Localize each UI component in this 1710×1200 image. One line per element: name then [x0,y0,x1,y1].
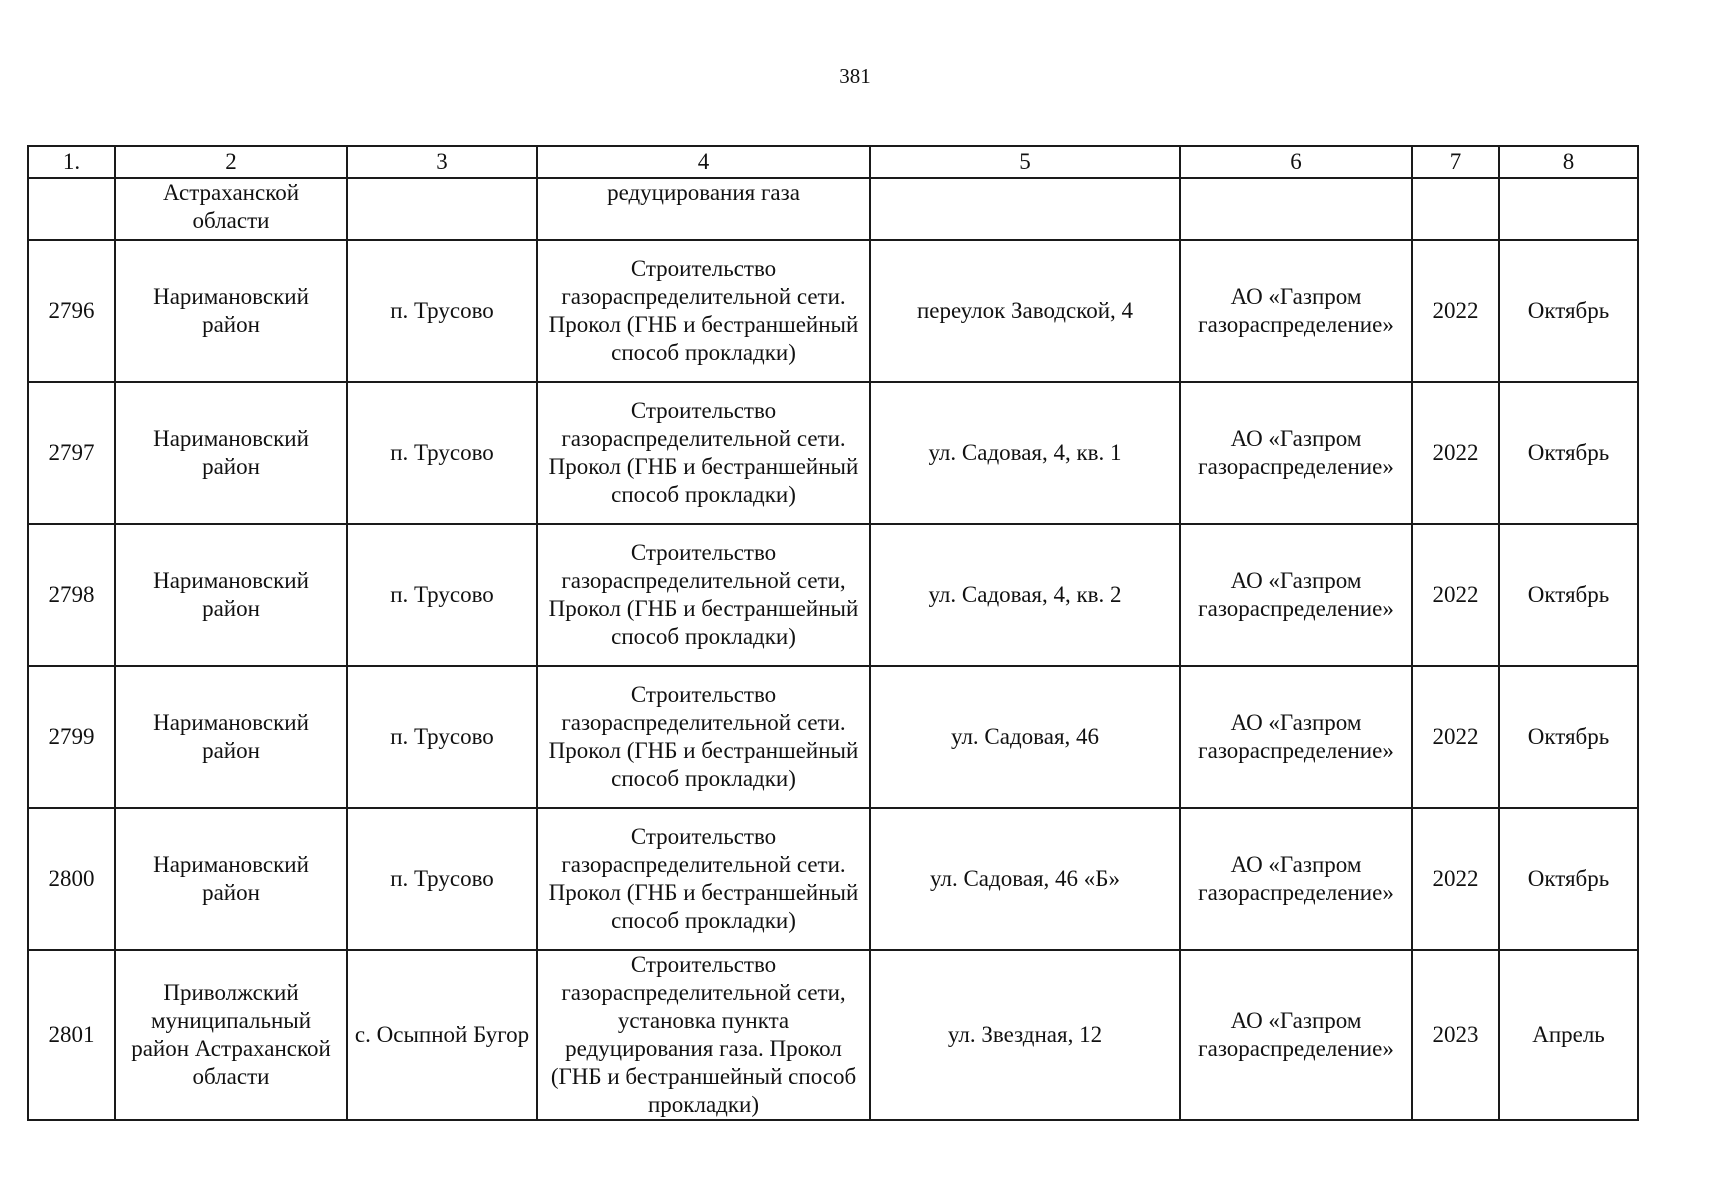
cell-settlement: п. Трусово [347,382,537,524]
header-col-4: 4 [537,146,870,178]
cell-year [1412,178,1499,240]
header-col-5: 5 [870,146,1180,178]
cell-org: АО «Газпром газораспределение» [1180,666,1412,808]
cell-num: 2796 [28,240,115,382]
header-col-2: 2 [115,146,347,178]
table-row [28,524,1638,666]
cell-address: ул. Садовая, 4, кв. 1 [870,382,1180,524]
cell-settlement [347,178,537,240]
cell-district: Наримановский район [115,524,347,666]
cell-work: Строительство газораспределительной сети. Прокол (ГНБ и бестраншейный способ прокладки) [537,808,870,950]
cell-address: ул. Звездная, 12 [870,950,1180,1120]
header-col-8: 8 [1499,146,1638,178]
cell-num: 2801 [28,950,115,1120]
page-number: 381 [839,64,871,88]
document-table [27,145,1639,1121]
cell-year: 2023 [1412,950,1499,1120]
cell-month: Апрель [1499,950,1638,1120]
cell-org: АО «Газпром газораспределение» [1180,808,1412,950]
table-row [28,808,1638,950]
cell-num [28,178,115,240]
cell-district: Приволжский муниципальный район Астраханской области [115,950,347,1120]
cell-org: АО «Газпром газораспределение» [1180,382,1412,524]
cell-work: Строительство газораспределительной сети. Прокол (ГНБ и бестраншейный способ прокладки) [537,382,870,524]
cell-year: 2022 [1412,666,1499,808]
cell-work: Строительство газораспределительной сети. Прокол (ГНБ и бестраншейный способ прокладки) [537,240,870,382]
table-row [28,240,1638,382]
table-row [28,382,1638,524]
cell-district: Наримановский район [115,808,347,950]
cell-month: Октябрь [1499,240,1638,382]
table-row [28,950,1638,1120]
cell-settlement: п. Трусово [347,240,537,382]
cell-month: Октябрь [1499,666,1638,808]
cell-month: Октябрь [1499,382,1638,524]
header-col-7: 7 [1412,146,1499,178]
table-row [28,666,1638,808]
header-col-1: 1. [28,146,115,178]
cell-district: Наримановский район [115,382,347,524]
cell-org: АО «Газпром газораспределение» [1180,950,1412,1120]
cell-settlement: с. Осыпной Бугор [347,950,537,1120]
cell-num: 2798 [28,524,115,666]
cell-work: редуцирования газа [537,178,870,240]
cell-org: АО «Газпром газораспределение» [1180,240,1412,382]
header-col-3: 3 [347,146,537,178]
cell-year: 2022 [1412,240,1499,382]
cell-work: Строительство газораспределительной сети, Прокол (ГНБ и бестраншейный способ прокладки) [537,524,870,666]
cell-month [1499,178,1638,240]
cell-num: 2800 [28,808,115,950]
cell-year: 2022 [1412,524,1499,666]
cell-year: 2022 [1412,808,1499,950]
cell-work: Строительство газораспределительной сети, установка пункта редуцирования газа. Прокол (ГНБ и бестраншейный способ прокладки) [537,950,870,1120]
cell-address: ул. Садовая, 4, кв. 2 [870,524,1180,666]
cell-settlement: п. Трусово [347,666,537,808]
cell-address [870,178,1180,240]
cell-num: 2799 [28,666,115,808]
cell-district: Наримановский район [115,240,347,382]
cell-address: ул. Садовая, 46 [870,666,1180,808]
cell-org [1180,178,1412,240]
cell-work: Строительство газораспределительной сети. Прокол (ГНБ и бестраншейный способ прокладки) [537,666,870,808]
continuation-row [28,178,1638,240]
cell-num: 2797 [28,382,115,524]
cell-month: Октябрь [1499,808,1638,950]
cell-org: АО «Газпром газораспределение» [1180,524,1412,666]
cell-year: 2022 [1412,382,1499,524]
cell-settlement: п. Трусово [347,524,537,666]
header-col-6: 6 [1180,146,1412,178]
cell-district: Астраханской области [115,178,347,240]
cell-address: переулок Заводской, 4 [870,240,1180,382]
cell-district: Наримановский район [115,666,347,808]
header-row [28,146,1638,178]
cell-settlement: п. Трусово [347,808,537,950]
cell-month: Октябрь [1499,524,1638,666]
cell-address: ул. Садовая, 46 «Б» [870,808,1180,950]
